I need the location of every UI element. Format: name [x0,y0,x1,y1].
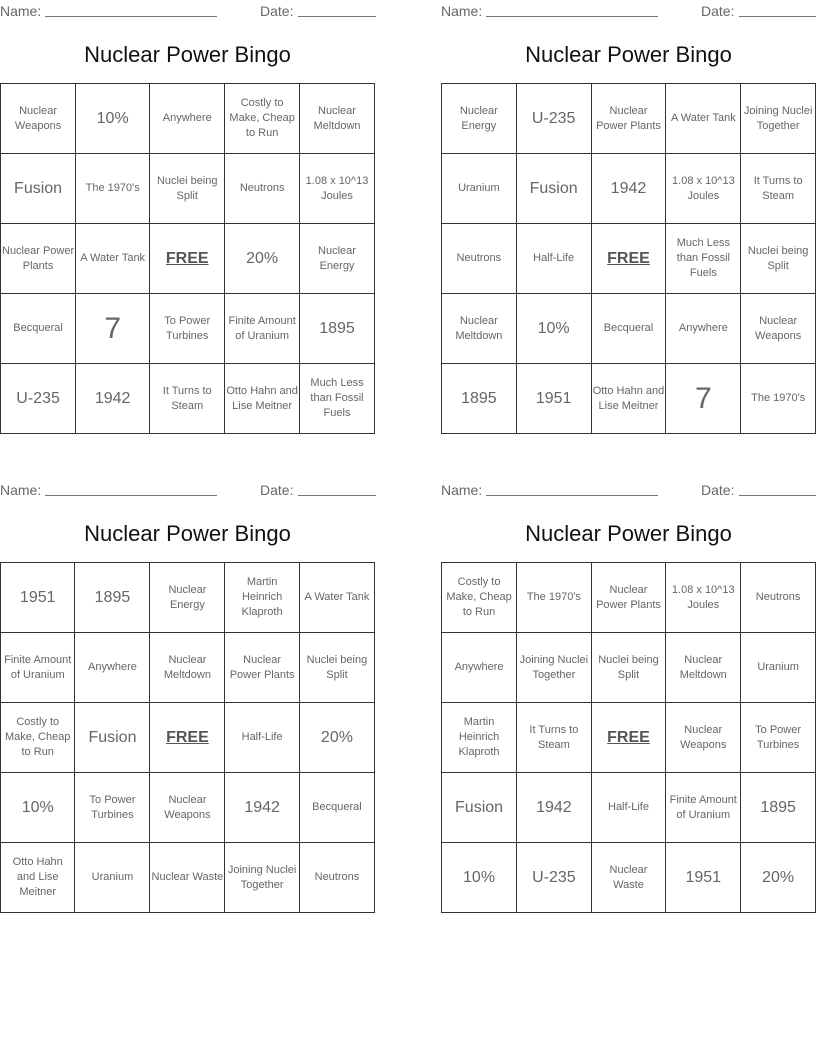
bingo-cell: Costly to Make, Cheap to Run [225,84,300,154]
date-label: Date: [260,482,294,498]
bingo-cell: Nuclear Meltdown [666,633,741,703]
bingo-grid [441,83,816,434]
bingo-cell: Finite Amount of Uranium [1,633,75,703]
bingo-cell: Nuclear Waste [150,843,225,913]
bingo-cell: Nuclei being Split [150,154,225,224]
bingo-cell: To Power Turbines [741,703,816,773]
bingo-cell: Fusion [516,154,591,224]
bingo-cell: 1942 [517,773,592,843]
bingo-grid [0,83,375,434]
bingo-cell: Neutrons [741,563,816,633]
name-label: Name: [441,3,483,19]
bingo-cell: Nuclear Power Plants [591,84,666,154]
bingo-row [1,84,375,154]
bingo-cell: 7 [666,364,741,434]
bingo-cell: Half-Life [225,703,300,773]
bingo-cell: Nuclear Weapons [741,294,816,364]
bingo-cell: 10% [442,843,517,913]
bingo-cell: Becqueral [591,294,666,364]
bingo-cell: Becqueral [299,773,374,843]
bingo-cell: Anywhere [150,84,225,154]
bingo-cell: U-235 [517,843,592,913]
name-date-row [0,479,375,501]
bingo-cell: Anywhere [666,294,741,364]
date-label: Date: [701,3,735,19]
bingo-cell: Nuclear Weapons [150,773,225,843]
bingo-cell: Uranium [75,843,150,913]
bingo-cell: 1942 [591,154,666,224]
bingo-cell: Nuclear Weapons [1,84,76,154]
bingo-row [442,224,816,294]
bingo-cell: Nuclear Power Plants [1,224,76,294]
bingo-cell: Costly to Make, Cheap to Run [1,703,75,773]
bingo-cell: Otto Hahn and Lise Meitner [591,364,666,434]
bingo-cell: Martin Heinrich Klaproth [225,563,300,633]
free-space: FREE [150,703,225,773]
bingo-cell: Nuclear Power Plants [225,633,300,703]
bingo-cell: The 1970's [517,563,592,633]
bingo-cell: Nuclear Meltdown [300,84,375,154]
date-line [298,16,376,17]
card-title: Nuclear Power Bingo [84,521,291,546]
bingo-cell: Martin Heinrich Klaproth [442,703,517,773]
bingo-cell: 1895 [442,364,517,434]
bingo-cell: U-235 [516,84,591,154]
name-date-row [441,479,816,501]
bingo-cell: 20% [225,224,300,294]
bingo-grid [441,562,816,913]
bingo-cell: 10% [1,773,75,843]
bingo-cell: Nuclei being Split [741,224,816,294]
free-space: FREE [591,703,666,773]
bingo-cell: U-235 [1,364,76,434]
name-label: Name: [0,3,42,19]
bingo-cell: 20% [741,843,816,913]
bingo-cell: 1895 [75,563,150,633]
bingo-cell: 1951 [516,364,591,434]
bingo-cell: 10% [516,294,591,364]
bingo-cell: It Turns to Steam [150,364,225,434]
bingo-row [1,633,375,703]
bingo-cell: Nuclear Meltdown [442,294,517,364]
bingo-cell: A Water Tank [76,224,150,294]
bingo-row [1,294,375,364]
bingo-cell: Nuclear Energy [300,224,375,294]
free-space: FREE [591,224,666,294]
bingo-cell: Nuclear Energy [150,563,225,633]
bingo-cell: 1895 [741,773,816,843]
bingo-cell: Joining Nuclei Together [225,843,300,913]
bingo-cell: Nuclei being Split [299,633,374,703]
name-line [45,16,217,17]
bingo-cell: 1942 [225,773,300,843]
bingo-row [442,633,816,703]
bingo-cell: 1.08 x 10^13 Joules [300,154,375,224]
bingo-cell: Nuclear Energy [442,84,517,154]
bingo-cell: 1.08 x 10^13 Joules [666,154,741,224]
bingo-cell: 7 [76,294,150,364]
bingo-cell: The 1970's [76,154,150,224]
bingo-cell: Neutrons [442,224,517,294]
bingo-cell: Half-Life [516,224,591,294]
bingo-cell: A Water Tank [666,84,741,154]
bingo-cell: It Turns to Steam [741,154,816,224]
bingo-row [1,364,375,434]
bingo-row [1,563,375,633]
date-label: Date: [701,482,735,498]
date-label: Date: [260,3,294,19]
free-space: FREE [150,224,225,294]
name-label: Name: [0,482,42,498]
bingo-row [442,364,816,434]
bingo-cell: Uranium [442,154,517,224]
bingo-cell: Uranium [741,633,816,703]
date-line [298,495,376,496]
bingo-cell: Joining Nuclei Together [517,633,592,703]
bingo-cell: Much Less than Fossil Fuels [666,224,741,294]
card-title: Nuclear Power Bingo [84,42,291,67]
bingo-row [442,843,816,913]
card-title: Nuclear Power Bingo [525,521,732,546]
bingo-cell: 1895 [300,294,375,364]
bingo-cell: Neutrons [299,843,374,913]
bingo-cell: Nuclei being Split [591,633,666,703]
bingo-cell: 1942 [76,364,150,434]
bingo-grid [0,562,375,913]
bingo-cell: To Power Turbines [150,294,225,364]
name-date-row [441,0,816,22]
bingo-cell: Nuclear Meltdown [150,633,225,703]
bingo-cell: Finite Amount of Uranium [666,773,741,843]
bingo-cell: Joining Nuclei Together [741,84,816,154]
bingo-cell: Otto Hahn and Lise Meitner [225,364,300,434]
bingo-row [1,224,375,294]
bingo-row [442,773,816,843]
bingo-cell: Finite Amount of Uranium [225,294,300,364]
name-date-row [0,0,375,22]
bingo-cell: Nuclear Weapons [666,703,741,773]
name-line [486,16,658,17]
bingo-row [442,154,816,224]
bingo-cell: Anywhere [442,633,517,703]
bingo-cell: 1.08 x 10^13 Joules [666,563,741,633]
bingo-cell: Much Less than Fossil Fuels [300,364,375,434]
bingo-cell: The 1970's [741,364,816,434]
bingo-cell: 1951 [1,563,75,633]
bingo-row [442,703,816,773]
bingo-cell: Becqueral [1,294,76,364]
bingo-row [442,563,816,633]
bingo-row [442,294,816,364]
bingo-cell: Half-Life [591,773,666,843]
bingo-row [1,154,375,224]
bingo-cell: Nuclear Power Plants [591,563,666,633]
bingo-cell: Fusion [1,154,76,224]
bingo-cell: 10% [76,84,150,154]
bingo-cell: 1951 [666,843,741,913]
bingo-row [1,843,375,913]
bingo-cell: It Turns to Steam [517,703,592,773]
bingo-cell: A Water Tank [299,563,374,633]
bingo-cell: Nuclear Waste [591,843,666,913]
bingo-row [1,773,375,843]
bingo-cell: Neutrons [225,154,300,224]
date-line [739,495,816,496]
bingo-cell: 20% [299,703,374,773]
bingo-row [442,84,816,154]
date-line [739,16,816,17]
bingo-cell: Costly to Make, Cheap to Run [442,563,517,633]
name-line [45,495,217,496]
name-label: Name: [441,482,483,498]
bingo-row [1,703,375,773]
bingo-cell: To Power Turbines [75,773,150,843]
bingo-cell: Fusion [442,773,517,843]
bingo-cell: Otto Hahn and Lise Meitner [1,843,75,913]
bingo-cell: Fusion [75,703,150,773]
bingo-cell: Anywhere [75,633,150,703]
card-title: Nuclear Power Bingo [525,42,732,67]
name-line [486,495,658,496]
